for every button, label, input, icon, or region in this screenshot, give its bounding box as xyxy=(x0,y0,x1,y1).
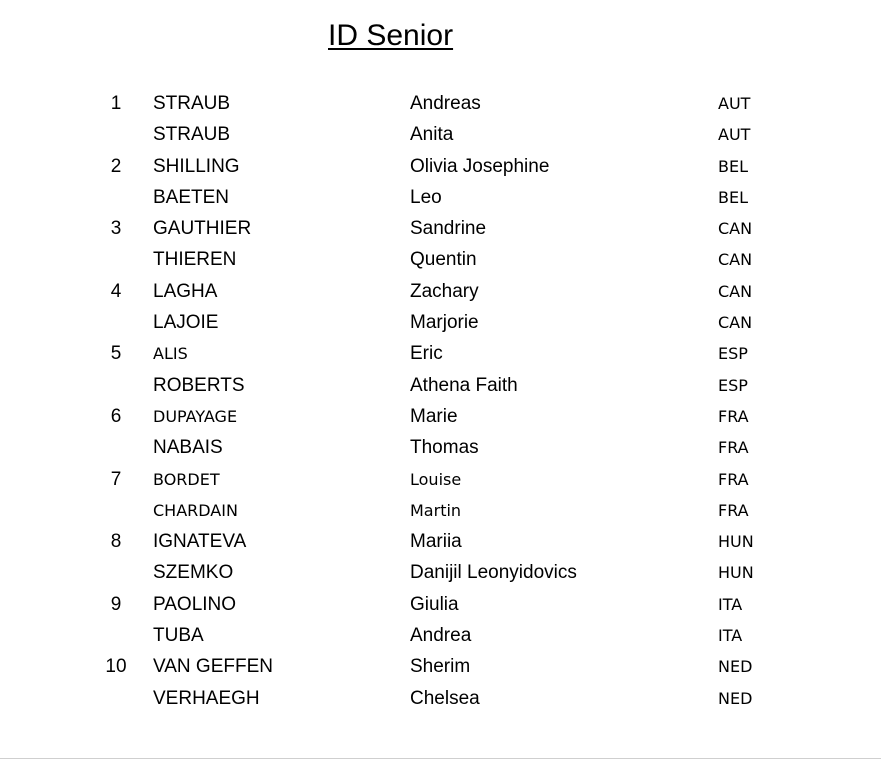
country-code: FRA xyxy=(718,406,749,426)
surname: VAN GEFFEN xyxy=(153,656,273,678)
first-name: Quentin xyxy=(410,249,477,271)
list-item xyxy=(0,557,881,588)
surname: LAJOIE xyxy=(153,312,219,334)
surname: STRAUB xyxy=(153,124,231,146)
list-item xyxy=(0,213,881,244)
surname: SHILLING xyxy=(153,155,240,177)
surname: DUPAYAGE xyxy=(153,406,238,426)
country-code: FRA xyxy=(718,469,749,489)
rank-number: 8 xyxy=(110,531,122,553)
country-code: NED xyxy=(718,688,753,708)
surname: NABAIS xyxy=(153,437,223,459)
rank-number: 6 xyxy=(110,405,122,427)
list-item xyxy=(0,495,881,526)
first-name: Chelsea xyxy=(410,687,480,709)
surname: VERHAEGH xyxy=(153,687,260,709)
surname: GAUTHIER xyxy=(153,218,252,240)
rank-number: 10 xyxy=(105,656,127,678)
page-title: ID Senior xyxy=(328,19,454,52)
first-name: Zachary xyxy=(410,280,479,302)
country-code: HUN xyxy=(718,532,754,552)
list-item xyxy=(0,182,881,213)
first-name: Louise xyxy=(410,469,462,489)
first-name: Leo xyxy=(410,186,442,208)
rank-number: 9 xyxy=(110,593,122,615)
country-code: NED xyxy=(718,657,753,677)
first-name: Sandrine xyxy=(410,218,487,240)
divider xyxy=(0,758,881,759)
surname: CHARDAIN xyxy=(153,500,238,520)
country-code: ITA xyxy=(718,626,743,646)
country-code: BEL xyxy=(718,187,748,207)
country-code: HUN xyxy=(718,563,754,583)
country-code: ITA xyxy=(718,594,743,614)
first-name: Andrea xyxy=(410,625,472,647)
first-name: Giulia xyxy=(410,593,459,615)
list-item xyxy=(0,276,881,307)
list-item xyxy=(0,88,881,119)
list-item xyxy=(0,526,881,557)
list-item xyxy=(0,370,881,401)
surname: ALIS xyxy=(153,344,188,364)
first-name: Olivia Josephine xyxy=(410,155,550,177)
surname: PAOLINO xyxy=(153,593,237,615)
rank-number: 1 xyxy=(110,93,122,114)
list-item xyxy=(0,307,881,338)
country-code: FRA xyxy=(718,500,749,520)
surname: BORDET xyxy=(153,469,220,489)
surname: TUBA xyxy=(153,625,204,647)
country-code: FRA xyxy=(718,438,749,458)
country-code: BEL xyxy=(718,156,748,176)
country-code: CAN xyxy=(718,313,753,333)
first-name: Sherim xyxy=(410,656,471,678)
rank-number: 7 xyxy=(110,468,122,490)
first-name: Anita xyxy=(410,124,454,146)
country-code: AUT xyxy=(718,125,751,145)
surname: BAETEN xyxy=(153,186,230,208)
rank-number: 3 xyxy=(110,218,122,240)
surname: SZEMKO xyxy=(153,562,234,584)
surname: STRAUB xyxy=(153,93,231,114)
first-name: Marjorie xyxy=(410,312,479,334)
list-item xyxy=(0,401,881,432)
first-name: Athena Faith xyxy=(410,374,518,396)
country-code: AUT xyxy=(718,94,751,113)
first-name: Mariia xyxy=(410,531,462,553)
country-code: CAN xyxy=(718,281,753,301)
list-item xyxy=(0,464,881,495)
list-item xyxy=(0,651,881,682)
list-item xyxy=(0,119,881,150)
surname: LAGHA xyxy=(153,280,218,302)
first-name: Thomas xyxy=(410,437,479,459)
rank-number: 4 xyxy=(110,280,122,302)
country-code: CAN xyxy=(718,250,753,270)
list-item xyxy=(0,589,881,620)
first-name: Martin xyxy=(410,500,462,520)
first-name: Marie xyxy=(410,405,458,427)
surname: IGNATEVA xyxy=(153,531,247,553)
list-item xyxy=(0,432,881,463)
surname: ROBERTS xyxy=(153,374,245,396)
first-name: Danijil Leonyidovics xyxy=(410,562,577,584)
country-code: ESP xyxy=(718,375,748,395)
rank-number: 2 xyxy=(110,155,122,177)
list-item xyxy=(0,151,881,182)
list-item xyxy=(0,683,881,714)
list-item xyxy=(0,244,881,275)
country-code: CAN xyxy=(718,219,753,239)
list-item xyxy=(0,338,881,369)
surname: THIEREN xyxy=(153,249,237,271)
country-code: ESP xyxy=(718,344,748,364)
results-list xyxy=(0,88,881,714)
rank-number: 5 xyxy=(110,343,122,365)
list-item xyxy=(0,620,881,651)
first-name: Eric xyxy=(410,343,443,365)
first-name: Andreas xyxy=(410,93,481,114)
